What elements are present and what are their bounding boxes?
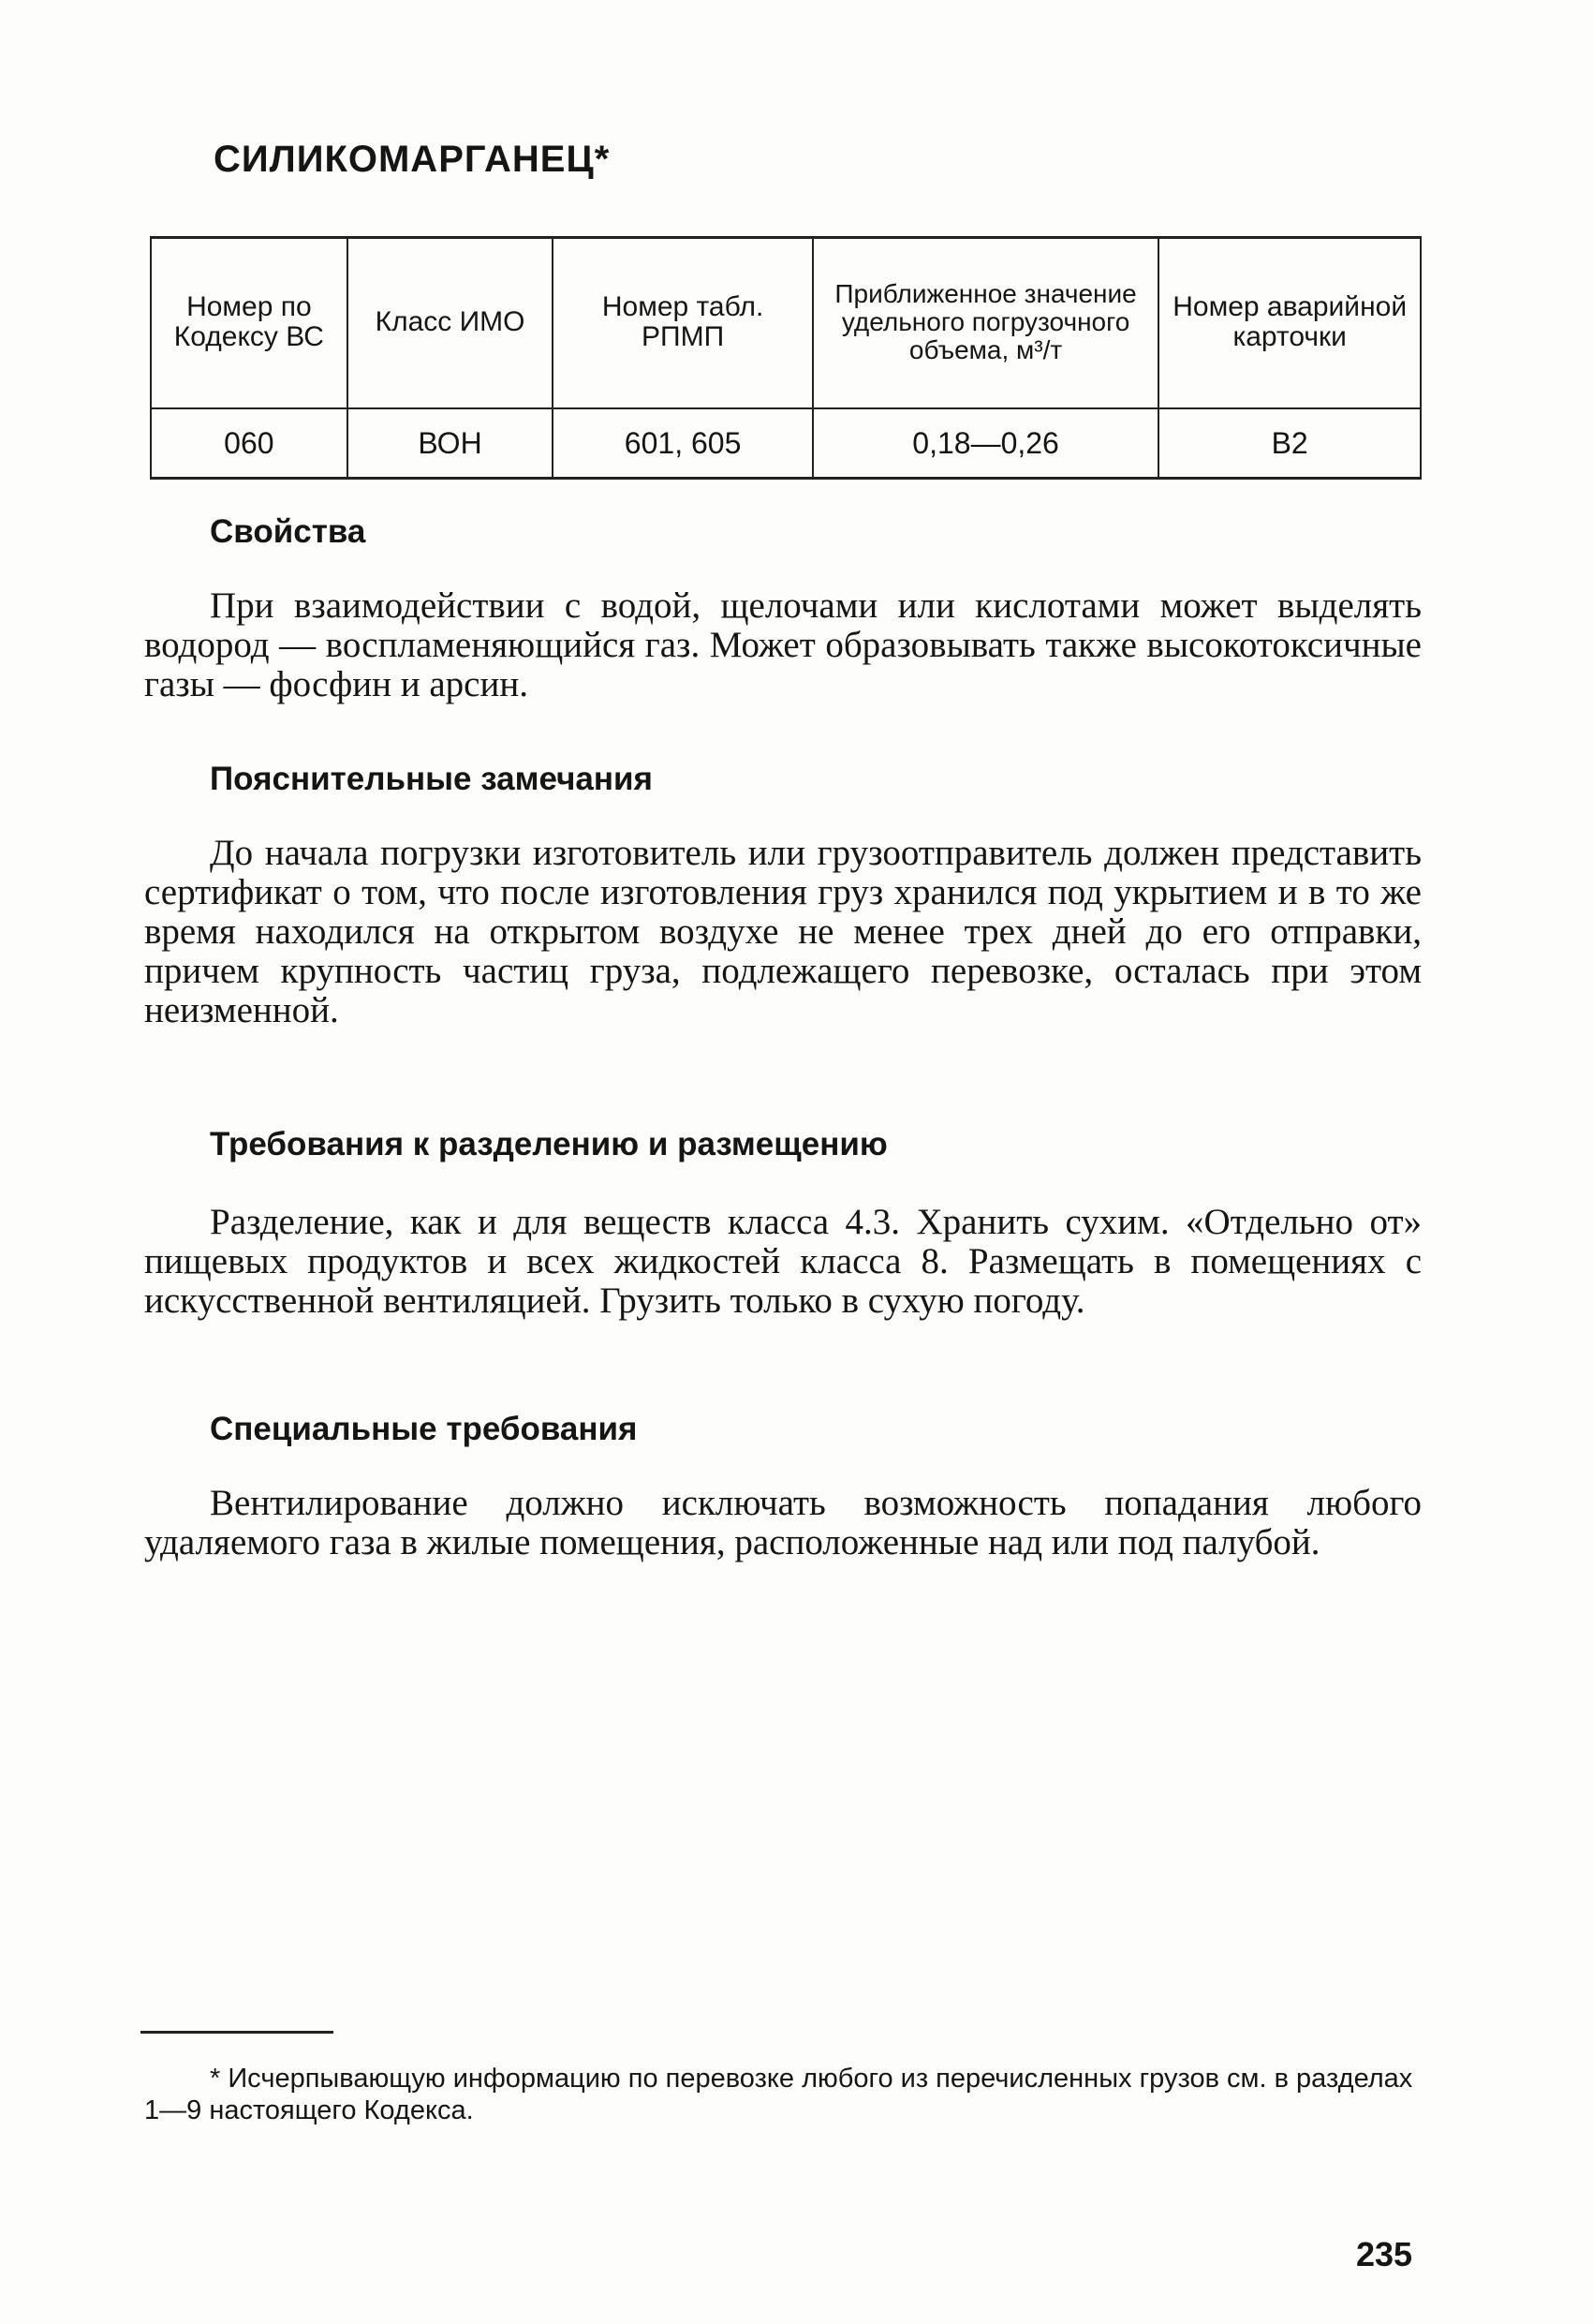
header-code-number: Номер по Кодексу ВС [151, 238, 347, 409]
text-properties: При взаимодействии с водой, щелочами или кислотами может выделять водород — воспламеняющийся газ. Может образовывать также высокотоксичные газы — фосфин и арсин. [144, 585, 1422, 704]
heading-explanatory-notes: Пояснительные замечания [210, 761, 653, 797]
table-row [151, 408, 1421, 479]
heading-segregation: Требования к разделению и размещению [210, 1126, 888, 1162]
table-header-row [151, 238, 1421, 409]
text-special-requirements: Вентилирование должно исключать возможность попадания любого удаляемого газа в жилые помещения, расположенные над или под палубой. [144, 1483, 1422, 1562]
cell-stowage-factor: 0,18—0,26 [813, 408, 1159, 479]
page-number: 235 [1356, 2235, 1413, 2273]
cell-emergency-card: В2 [1158, 408, 1421, 479]
header-table-number: Номер табл. РПМП [553, 238, 812, 409]
text-explanatory-notes: До начала погрузки изготовитель или грузоотправитель должен представить сертификат о том, что после изготовления груз хранился под укрытием и в то же время находился на открытом воздухе не менее трех дней до его отправки, причем крупность частиц груза, подлежащего перевозке, осталась при этом неизменной. [144, 833, 1422, 1030]
header-stowage-factor: Приближенное значение удельного погрузочного объема, м³/т [813, 238, 1159, 409]
page-title: СИЛИКОМАРГАНЕЦ* [214, 139, 611, 180]
heading-properties: Свойства [210, 513, 366, 550]
cell-table-number: 601, 605 [553, 408, 812, 479]
footnote: * Исчерпывающую информацию по перевозке любого из перечисленных грузов см. в разделах 1—9 настоящего Кодекса. [144, 2064, 1413, 2125]
header-imo-class: Класс ИМО [347, 238, 553, 409]
cell-imo-class: ВОН [347, 408, 553, 479]
header-emergency-card: Номер аварийной карточки [1158, 238, 1421, 409]
cargo-spec-table [150, 236, 1422, 480]
text-segregation: Разделение, как и для веществ класса 4.3. Хранить сухим. «Отдельно от» пищевых продуктов и всех жидкостей класса 8. Размещать в помещениях с искусственной вентиляцией. Грузить только в сухую погоду. [144, 1202, 1422, 1321]
footnote-divider [140, 2031, 333, 2034]
cell-code-number: 060 [151, 408, 347, 479]
heading-special-requirements: Специальные требования [210, 1411, 638, 1447]
